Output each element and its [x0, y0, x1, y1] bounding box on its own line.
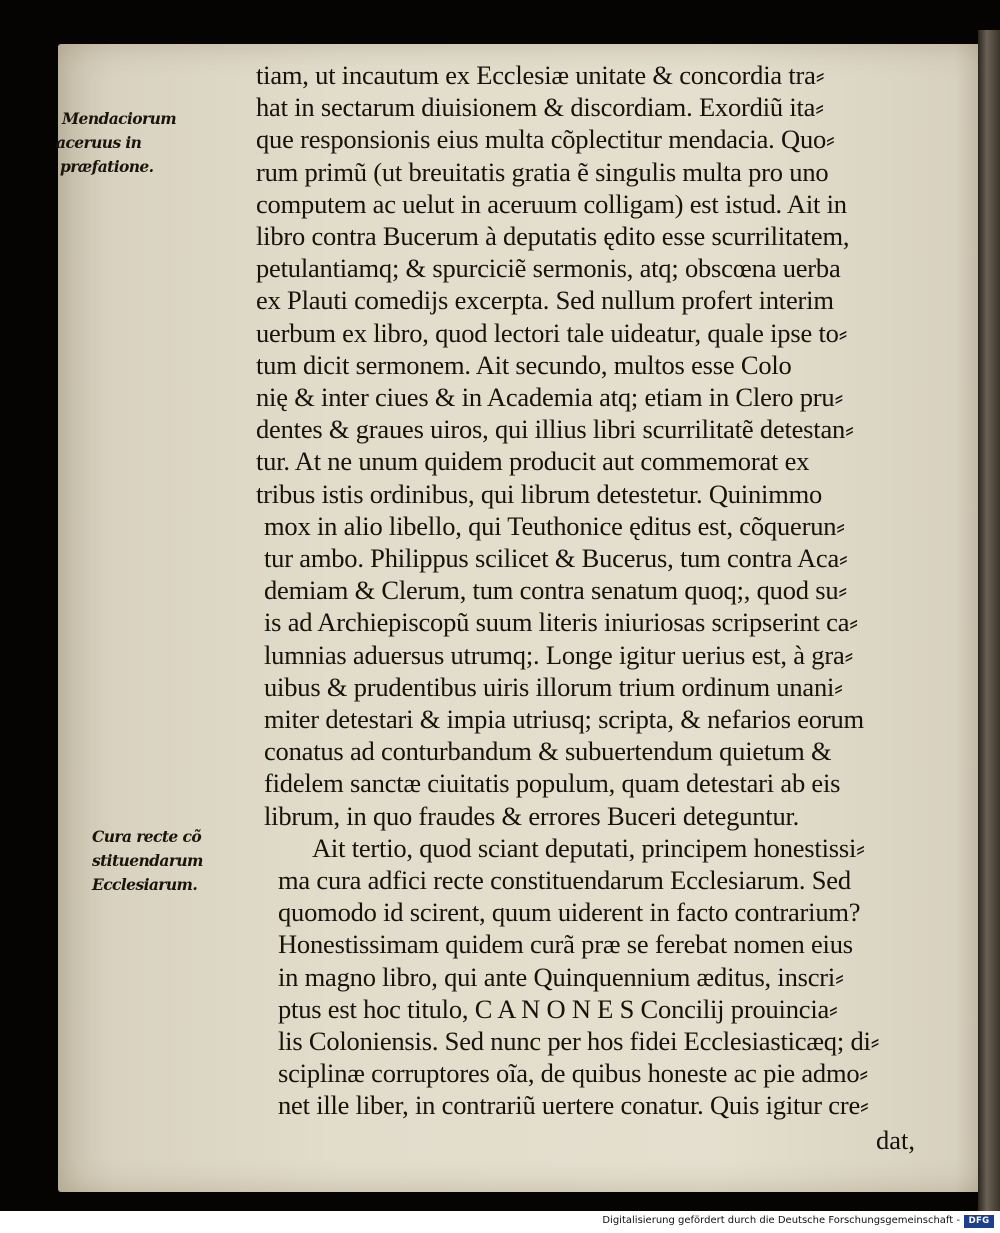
body-line: nię & inter ciues & in Academia atq; etiam in Clero pru⸗	[256, 382, 844, 412]
body-line: petulantiamq; & spurciciẽ sermonis, atq; obscœna uerba	[256, 253, 841, 284]
body-line: ma cura adfici recte constituendarum Ecclesiarum. Sed	[278, 865, 851, 895]
body-line: tur ambo. Philippus scilicet & Bucerus, tum contra Aca⸗	[264, 543, 848, 573]
body-line: rum primũ (ut breuitatis gratia ẽ singulis multa pro uno	[256, 156, 829, 187]
body-line: ptus est hoc titulo, C A N O N E S Concilij prouincia⸗	[278, 993, 838, 1024]
body-line: tum dicit sermonem. Ait secundo, multos esse Colo	[256, 349, 792, 380]
marginal-note-line: præfatione.	[60, 157, 154, 176]
body-line: Honestissimam quidem curã præ se ferebat nomen eius	[278, 929, 853, 960]
body-line: uerbum ex libro, quod lectori tale uideatur, quale ipse to⸗	[256, 317, 848, 348]
body-line: librum, in quo fraudes & errores Buceri deteguntur.	[264, 800, 800, 831]
body-line: uibus & prudentibus uiris illorum trium ordinum unani⸗	[264, 671, 843, 702]
marginal-note-line: Cura recte cõ	[92, 827, 202, 846]
marginal-note-line: stituendarum	[92, 851, 203, 870]
body-line: conatus ad conturbandum & subuertendum quietum &	[264, 736, 832, 767]
catchword: dat,	[876, 1124, 915, 1155]
marginal-note-line: aceruus in	[56, 133, 142, 152]
dfg-logo: DFG	[964, 1215, 994, 1228]
body-line: demiam & Clerum, tum contra senatum quoq;, quod su⸗	[264, 575, 848, 606]
body-line: miter detestari & impia utriusq; scripta, & nefarios eorum	[264, 704, 864, 734]
body-line: que responsionis eius multa cõplectitur mendacia. Quo⸗	[256, 124, 835, 155]
body-line: fidelem sanctæ ciuitatis populum, quam detestari ab eis	[264, 768, 841, 799]
body-line: sciplinæ corruptores oĩa, de quibus honeste ac pie admo⸗	[278, 1058, 869, 1089]
footer-credit: Digitalisierung gefördert durch die Deutsche Forschungsgemeinschaft -	[602, 1215, 960, 1226]
body-line: in magno libro, qui ante Quinquennium æditus, inscri⸗	[278, 961, 844, 992]
body-line: tribus istis ordinibus, qui librum detestetur. Quinimmo	[256, 478, 823, 509]
book-edge	[978, 30, 1000, 1211]
body-line: dentes & graues uiros, qui illius libri scurrilitatẽ detestan⸗	[256, 414, 854, 445]
body-line: hat in sectarum diuisionem & discordiam. Exordiũ ita⸗	[256, 92, 824, 123]
marginal-note-line: Mendaciorum	[62, 109, 177, 128]
body-line: lis Coloniensis. Sed nunc per hos fidei Ecclesiasticæq; di⸗	[278, 1026, 880, 1056]
book-page	[58, 44, 992, 1192]
body-line: mox in alio libello, qui Teuthonice ęditus est, cõquerun⸗	[264, 510, 845, 541]
body-line: lumnias aduersus utrumq;. Longe igitur uerius est, à gra⸗	[264, 639, 854, 670]
marginal-note-line: Ecclesiarum.	[92, 875, 198, 894]
body-line: quomodo id scirent, quum uiderent in facto contrarium?	[278, 897, 861, 928]
body-line: is ad Archiepiscopũ suum literis iniuriosas scripserint ca⸗	[264, 607, 858, 638]
body-line: libro contra Bucerum à deputatis ędito esse scurrilitatem,	[256, 221, 850, 251]
body-line: net ille liber, in contrariũ uertere conatur. Quis igitur cre⸗	[278, 1090, 869, 1121]
body-line: Ait tertio, quod sciant deputati, principem honestissi⸗	[312, 832, 865, 863]
body-line: tur. At ne unum quidem producit aut commemorat ex	[256, 446, 810, 477]
body-line: tiam, ut incautum ex Ecclesiæ unitate & concordia tra⸗	[256, 60, 825, 90]
body-line: computem ac uelut in aceruum colligam) est istud. Ait in	[256, 188, 847, 219]
body-line: ex Plauti comedijs excerpta. Sed nullum profert interim	[256, 285, 834, 316]
